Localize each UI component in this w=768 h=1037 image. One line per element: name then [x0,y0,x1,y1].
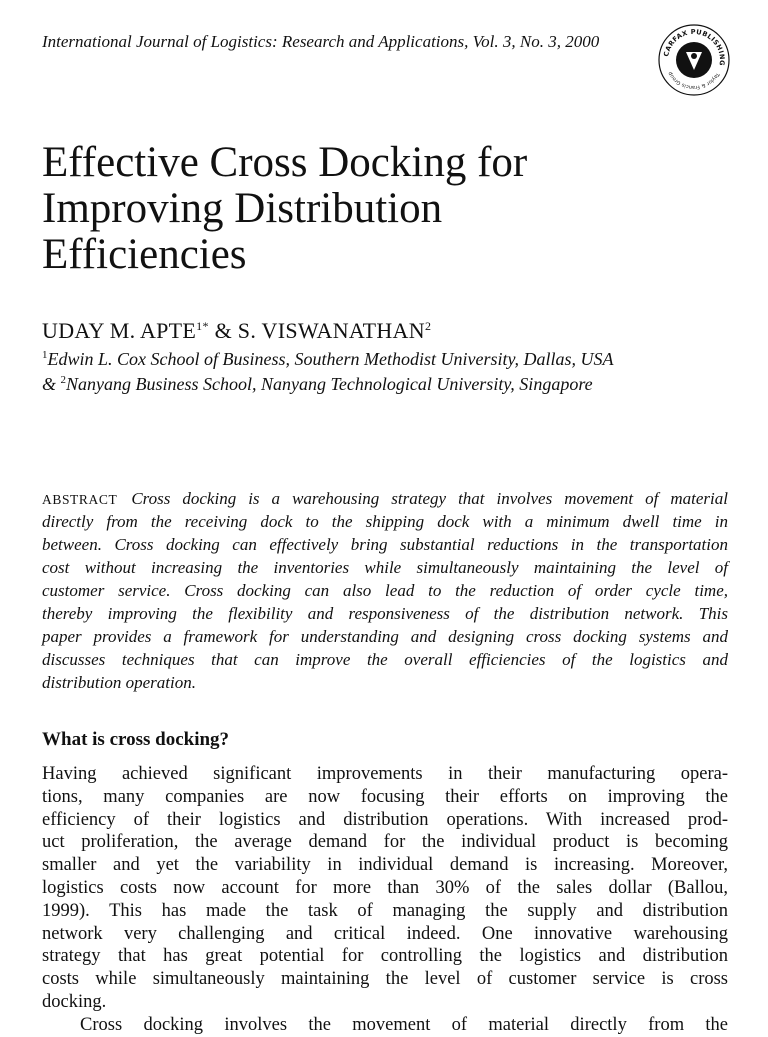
title-line: Improving Distribution [42,185,443,232]
abstract-line [42,487,728,510]
body-line: tions, many companies are now focusing their efforts on improving the [42,786,728,807]
body-line: costs while simultaneously maintaining the level of customer service is cross [42,969,728,990]
affiliation-mark: 1 [42,349,48,361]
author-separator: & [208,318,238,343]
body-line: efficiency of their logistics and distribution operations. With increased prod- [42,809,728,830]
body-line: 1999). This has made the task of managing the supply and distribution [42,900,728,921]
affiliation-line [42,372,732,396]
paper-title [42,140,692,278]
logo-ring-text: CARFAX PUBLISHING [662,27,727,67]
abstract-line: thereby improving the flexibility and responsiveness of the distribution network. This [42,604,728,623]
abstract-line: directly from the receiving dock to the shipping dock with a minimum dwell time in [42,512,728,531]
abstract-line: paper provides a framework for understanding and designing cross docking systems and [42,627,728,646]
author-list [42,318,722,344]
abstract-line: cost without increasing the inventories while simultaneously maintaining the level of [42,558,728,577]
author-affiliation-mark: 1* [196,319,209,333]
abstract-line: distribution operation. [42,673,196,692]
body-line: network very challenging and critical indeed. One innovative warehousing [42,923,728,944]
title-line: Effective Cross Docking for [42,139,528,186]
affiliation-mark: 2 [60,374,67,386]
abstract-label: ABSTRACT [42,492,118,507]
logo-sub-text: Taylor & Francis Group [667,70,721,91]
body-line: docking. [42,991,107,1012]
publisher-seal-icon [656,22,732,98]
body-line: uct proliferation, the average demand for the individual product is becoming [42,832,728,853]
affiliation-text: Edwin L. Cox School of Business, Southern Methodist University, Dallas, USA [47,349,614,369]
body-line: logistics costs now account for more than 30% of the sales dollar (Ballou, [42,877,728,898]
section-heading: What is cross docking? [42,729,230,750]
affiliation-text: Nanyang Business School, Nanyang Technological University, Singapore [66,374,593,394]
author-affiliation-mark: 2 [424,319,432,333]
body-line: Cross docking involves the movement of material directly from the [80,1014,728,1035]
abstract [42,487,728,694]
title-line: Efficiencies [42,231,247,278]
abstract-line: customer service. Cross docking can also lead to the reduction of order cycle time, [42,581,728,600]
abstract-text: Cross docking is a warehousing strategy that involves movement of material [131,489,728,508]
author-name: UDAY M. APTE [42,318,197,343]
body-line: strategy that has great potential for controlling the logistics and distribution [42,946,728,967]
author-name: S. VISWANATHAN [237,318,425,343]
body-line: smaller and yet the variability in individual demand is increasing. Moreover, [42,855,728,876]
body-text [42,763,728,1037]
body-line: Having achieved significant improvements in their manufacturing opera- [42,764,728,784]
affiliation-line [42,347,732,371]
affiliation-prefix: & [42,374,61,394]
journal-citation: International Journal of Logistics: Research and Applications, Vol. 3, No. 3, 2000 [42,32,600,51]
abstract-line: between. Cross docking can effectively bring substantial reductions in the transportation [42,535,728,554]
abstract-line: discusses techniques that can improve the overall efficiencies of the logistics and [42,650,728,669]
